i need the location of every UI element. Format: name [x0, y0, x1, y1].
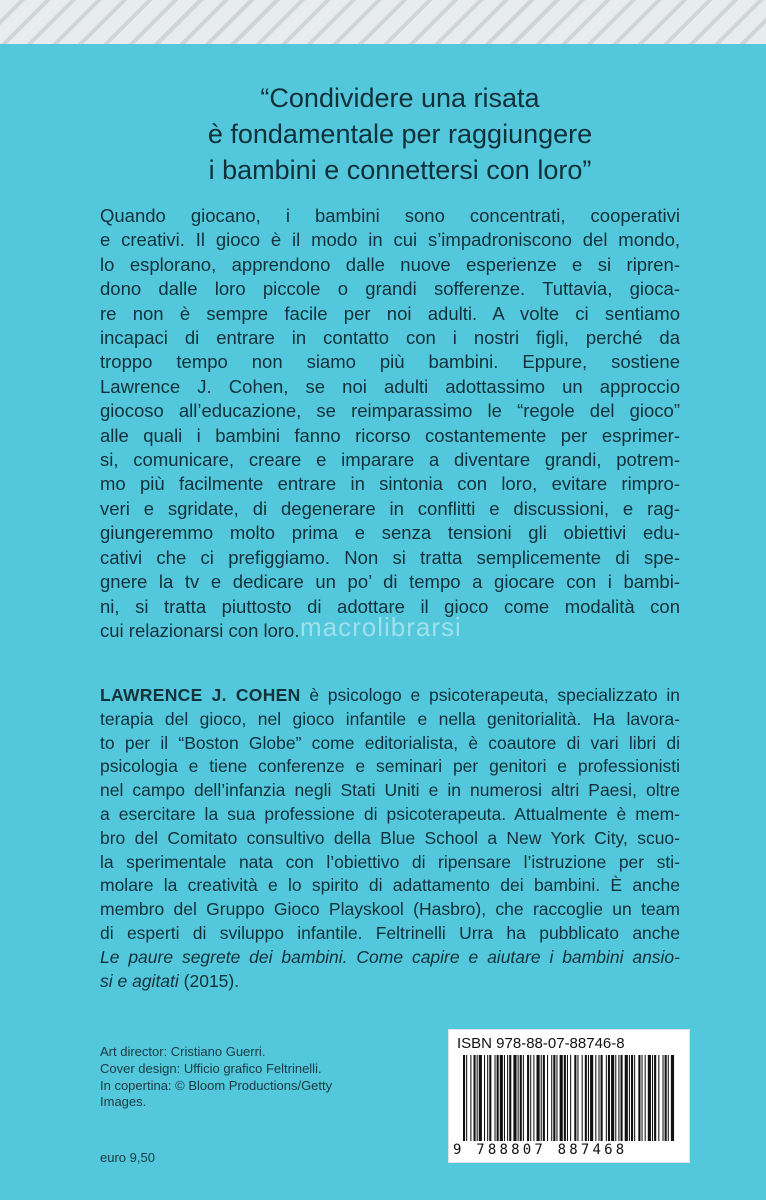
- barcode-bar: [474, 1055, 476, 1141]
- credit-line: Cover design: Ufficio grafico Feltrinelli.: [100, 1060, 322, 1076]
- barcode-bar: [645, 1055, 646, 1141]
- barcode-bar: [577, 1055, 578, 1141]
- barcode-bar: [595, 1055, 596, 1141]
- barcode-bar: [671, 1055, 674, 1141]
- barcode-bar: [570, 1055, 571, 1141]
- text-line: gnere la tv e dedicare un po’ di tempo a giocare con i bambi-: [100, 571, 680, 593]
- text-line: re non è sempre facile per noi adulti. A volte ci sentiamo: [100, 302, 680, 324]
- barcode-bar: [585, 1055, 587, 1141]
- barcode-bar: [574, 1055, 576, 1141]
- text-line: membro del Gruppo Gioco Playskool (Hasbro), che raccoglie un team: [100, 899, 680, 920]
- barcode-bar: [588, 1055, 589, 1141]
- back-cover: [0, 44, 766, 1200]
- text-line: lo esplorano, apprendono dalle nuove esperienze e si ripren-: [100, 253, 680, 275]
- book-title: si e agitati: [100, 970, 179, 991]
- text-line: cui relazionarsi con loro.: [100, 619, 300, 641]
- barcode-bar: [629, 1055, 630, 1141]
- text-line: psicologia e tiene conferenze e seminari per genitori e professionisti: [100, 756, 680, 777]
- quote-line: i bambini e connettersi con loro”: [208, 155, 592, 185]
- barcode-bar: [466, 1055, 467, 1141]
- author-name: LAWRENCE J. COHEN: [100, 685, 301, 705]
- text-line: alle quali i bambini fanno ricorso costantemente per esprimer-: [100, 424, 680, 446]
- barcode-bar: [504, 1055, 505, 1141]
- quote-line: “Condividere una risata: [260, 83, 540, 113]
- barcode-bar: [590, 1055, 593, 1141]
- barcode-bar: [507, 1055, 508, 1141]
- barcode-bar: [567, 1055, 568, 1141]
- barcode-bar: [518, 1055, 519, 1141]
- book-title-line: Le paure segrete dei bambini. Come capire e aiutare i bambini ansio-: [100, 946, 680, 967]
- text-line: troppo tempo non siamo più bambini. Eppure, sostiene: [100, 351, 680, 373]
- barcode-digits: 9 788807 887468: [453, 1142, 628, 1158]
- barcode-bar: [497, 1055, 499, 1141]
- barcode-bar: [513, 1055, 516, 1141]
- text-line: bro del Comitato consultivo della Blue School a New York City, scuo-: [100, 827, 680, 848]
- barcode-bar: [556, 1055, 557, 1141]
- credit-line: Images.: [100, 1094, 147, 1110]
- barcode-box: [448, 1029, 690, 1163]
- barcode-bar: [615, 1055, 616, 1141]
- barcode-bar: [477, 1055, 478, 1141]
- text-line: giungeremmo molto prima e senza tensioni gli obiettivi edu-: [100, 522, 680, 544]
- barcode-bar: [543, 1055, 545, 1141]
- barcode-bar: [668, 1055, 669, 1141]
- text-line: molare la creatività e lo spirito di adattamento dei bambini. È anche: [100, 875, 680, 896]
- barcode-bar: [495, 1055, 496, 1141]
- barcode-bar: [564, 1055, 566, 1141]
- barcode-bar: [560, 1055, 563, 1141]
- credit-line: Art director: Cristiano Guerri.: [100, 1044, 266, 1059]
- text-line: Lawrence J. Cohen, se noi adulti adottassimo un approccio: [100, 375, 680, 397]
- bio-text: è psicologo e psicoterapeuta, specializzato in: [300, 685, 680, 705]
- barcode-bar: [654, 1055, 656, 1141]
- author-bio: [100, 684, 680, 993]
- watermark-logo: macrolibrarsi: [300, 612, 462, 642]
- text-line: la sperimentale nata con l’obiettivo di ripensare l’istruzione per sti-: [100, 851, 680, 872]
- barcode-bar: [663, 1055, 664, 1141]
- barcode-bar: [530, 1055, 531, 1141]
- barcode-bar: [625, 1055, 628, 1141]
- barcode-bar: [479, 1055, 482, 1141]
- barcode-bar: [527, 1055, 529, 1141]
- barcode-bar: [484, 1055, 485, 1141]
- pull-quote: [120, 80, 680, 188]
- text-line: ni, si tratta piuttosto di adottare il gioco come modalità con: [100, 595, 680, 617]
- barcode-bar: [547, 1055, 548, 1141]
- barcode-bar: [634, 1055, 635, 1141]
- barcode-bar: [665, 1055, 667, 1141]
- text-line: e creativi. Il gioco è il modo in cui s’impadroniscono del mondo,: [100, 229, 680, 251]
- bio-last-line: [100, 970, 680, 994]
- text-line: giocoso all’educazione, se reimparassimo le “regole del gioco”: [100, 400, 680, 422]
- text-line: Quando giocano, i bambini sono concentrati, cooperativi: [100, 205, 680, 226]
- text-line: incapaci di entrare in contatto con i nostri figli, perché da: [100, 327, 680, 349]
- price-label: euro 9,50: [100, 1150, 155, 1165]
- barcode-bar: [553, 1055, 555, 1141]
- barcode-bar: [470, 1055, 471, 1141]
- bio-first-line: [100, 684, 680, 708]
- barcode-bar: [537, 1055, 540, 1141]
- barcode-bar: [551, 1055, 552, 1141]
- text-line: dono dalle loro piccole o grandi sofferenze. Tuttavia, gioca-: [100, 278, 680, 300]
- barcode-bar: [500, 1055, 503, 1141]
- credits: [100, 1044, 400, 1111]
- barcode-bar: [611, 1055, 614, 1141]
- top-pattern-band: [0, 0, 766, 44]
- barcode-bar: [487, 1055, 488, 1141]
- description-paragraph: [100, 204, 680, 643]
- barcode-bar: [582, 1055, 583, 1141]
- barcode-bar: [642, 1055, 643, 1141]
- barcode-bar: [652, 1055, 653, 1141]
- quote-line: è fondamentale per raggiungere: [207, 119, 593, 149]
- barcode-bar: [638, 1055, 640, 1141]
- text-line: a esercitare la sua professione di psicoterapeuta. Attualmente è mem-: [100, 803, 680, 824]
- text-line: cativi che ci prefiggiamo. Non si tratta semplicemente di spe-: [100, 546, 680, 568]
- barcode-icon: [463, 1055, 675, 1141]
- barcode-bar: [621, 1055, 623, 1141]
- text-line: mo più facilmente entrare in sintonia con loro, evitare rimpro-: [100, 473, 680, 495]
- barcode-bar: [509, 1055, 511, 1141]
- barcode-bar: [489, 1055, 491, 1141]
- book-year: (2015).: [178, 970, 240, 991]
- text-line: nel campo dell’infanzia negli Stati Uniti e in numerosi altri Paesi, oltre: [100, 780, 680, 801]
- barcode-bar: [598, 1055, 599, 1141]
- barcode-bar: [606, 1055, 607, 1141]
- barcode-bar: [601, 1055, 603, 1141]
- isbn-label: ISBN 978-88-07-88746-8: [457, 1035, 625, 1052]
- barcode-bar: [541, 1055, 542, 1141]
- credit-line: In copertina: © Bloom Productions/Getty: [100, 1077, 333, 1093]
- barcode-bar: [463, 1055, 465, 1141]
- text-line: terapia del gioco, nel gioco infantile e nella genitorialità. Ha lavora-: [100, 708, 680, 729]
- text-line: si, comunicare, creare e imparare a diventare grandi, potrem-: [100, 449, 680, 471]
- barcode-bar: [533, 1055, 534, 1141]
- barcode-bar: [520, 1055, 522, 1141]
- text-line: to per il “Boston Globe” come editorialista, è coautore di vari libri di: [100, 732, 680, 753]
- barcode-bar: [618, 1055, 619, 1141]
- text-line: di esperti di sviluppo infantile. Feltrinelli Urra ha pubblicato anche: [100, 922, 680, 943]
- barcode-bar: [648, 1055, 651, 1141]
- barcode-bar: [658, 1055, 659, 1141]
- barcode-bar: [608, 1055, 610, 1141]
- barcode-bar: [631, 1055, 633, 1141]
- barcode-bar: [523, 1055, 524, 1141]
- text-line: veri e sgridate, di degenerare in conflitti e discussioni, e rag-: [100, 497, 680, 519]
